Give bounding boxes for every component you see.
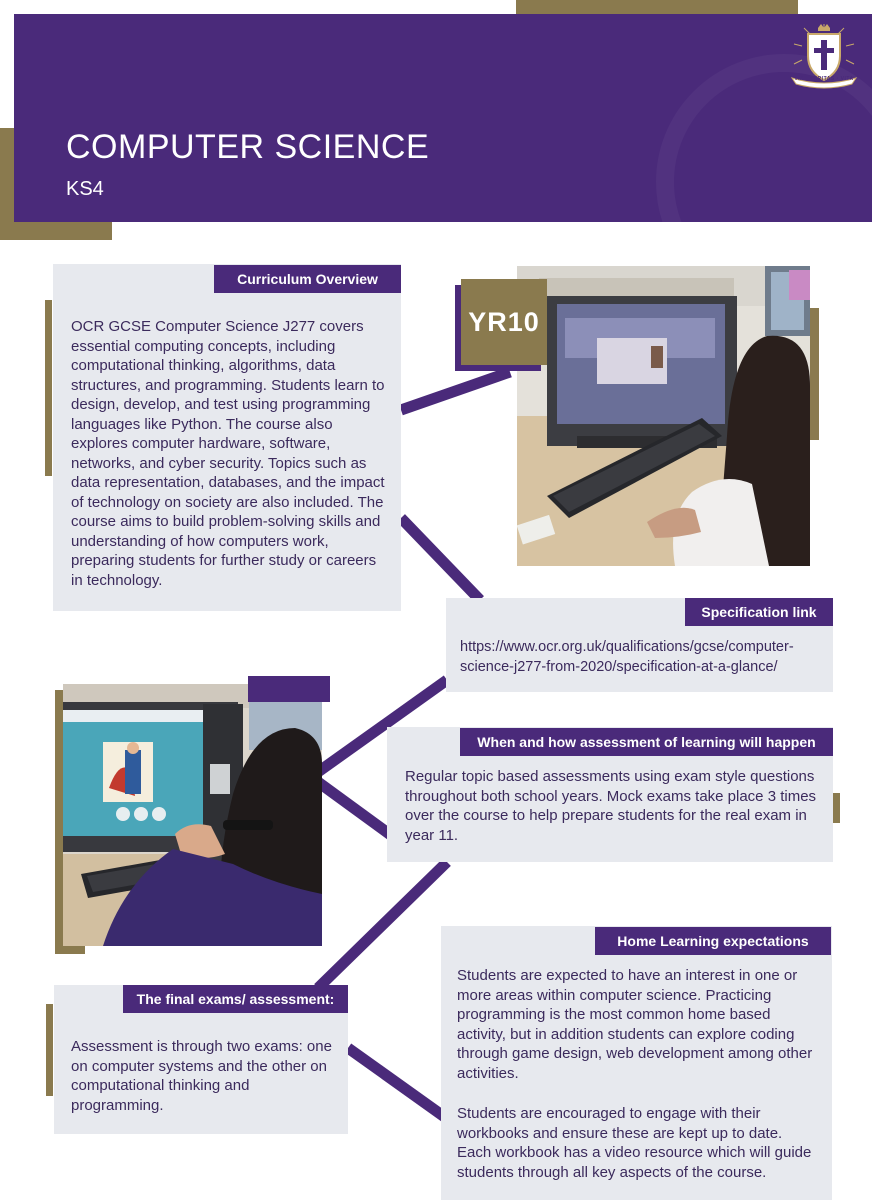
page-title: COMPUTER SCIENCE: [66, 128, 430, 166]
page-subtitle: KS4: [66, 178, 104, 200]
specification-label: Specification link: [685, 598, 833, 626]
specification-link[interactable]: https://www.ocr.org.uk/qualifications/gcse/computer-science-j277-from-2020/specification-at-a-glance/: [460, 639, 794, 675]
home-learning-paragraph-1: Students are expected to have an interest in one or more areas within computer science. Practicing programming is the most common home based activity, but in addition students can explore coding through game design, web development among other activities.: [457, 967, 813, 1082]
home-learning-label: Home Learning expectations: [595, 927, 831, 955]
year-badge: YR10: [461, 279, 547, 365]
curriculum-label: Curriculum Overview: [214, 265, 401, 293]
accent-bar: [45, 300, 52, 476]
final-exams-label: The final exams/ assessment:: [123, 985, 348, 1013]
photo-frame-accent: [248, 676, 330, 702]
curriculum-text: OCR GCSE Computer Science J277 covers essential computing concepts, including computational thinking, algorithms, data structures, and programming. Students learn to design, develop, and test using programming languages like Python. The course also explores computer hardware, software, networks, and cyber security. Topics such as data representation, databases, and the impact of technology on society are also included. The course aims to build problem-solving skills and understanding of how computers work, preparing students for further study or careers in technology.: [71, 318, 385, 589]
accent-bar: [833, 793, 840, 823]
assessment-learning-text: Regular topic based assessments using exam style questions throughout both school years. Mock exams take place 3 times over the course to help prepare students for the real exam in year 11.: [405, 768, 817, 844]
student-computer-photo: [517, 266, 810, 566]
final-exams-text: Assessment is through two exams: one on computer systems and the other on computational thinking and programming.: [71, 1038, 332, 1114]
accent-bar: [46, 1004, 53, 1096]
student-coding-photo: [63, 684, 322, 946]
home-learning-paragraph-2: Students are encouraged to engage with their workbooks and ensure these are kept up to date. Each workbook has a video resource which will guide students through all key aspects of the course.: [457, 1105, 812, 1181]
accent-bar: [810, 308, 819, 440]
assessment-learning-label: When and how assessment of learning will happen: [460, 728, 833, 756]
crest-motto: VIA · VERITAS · VITA: [794, 76, 854, 82]
